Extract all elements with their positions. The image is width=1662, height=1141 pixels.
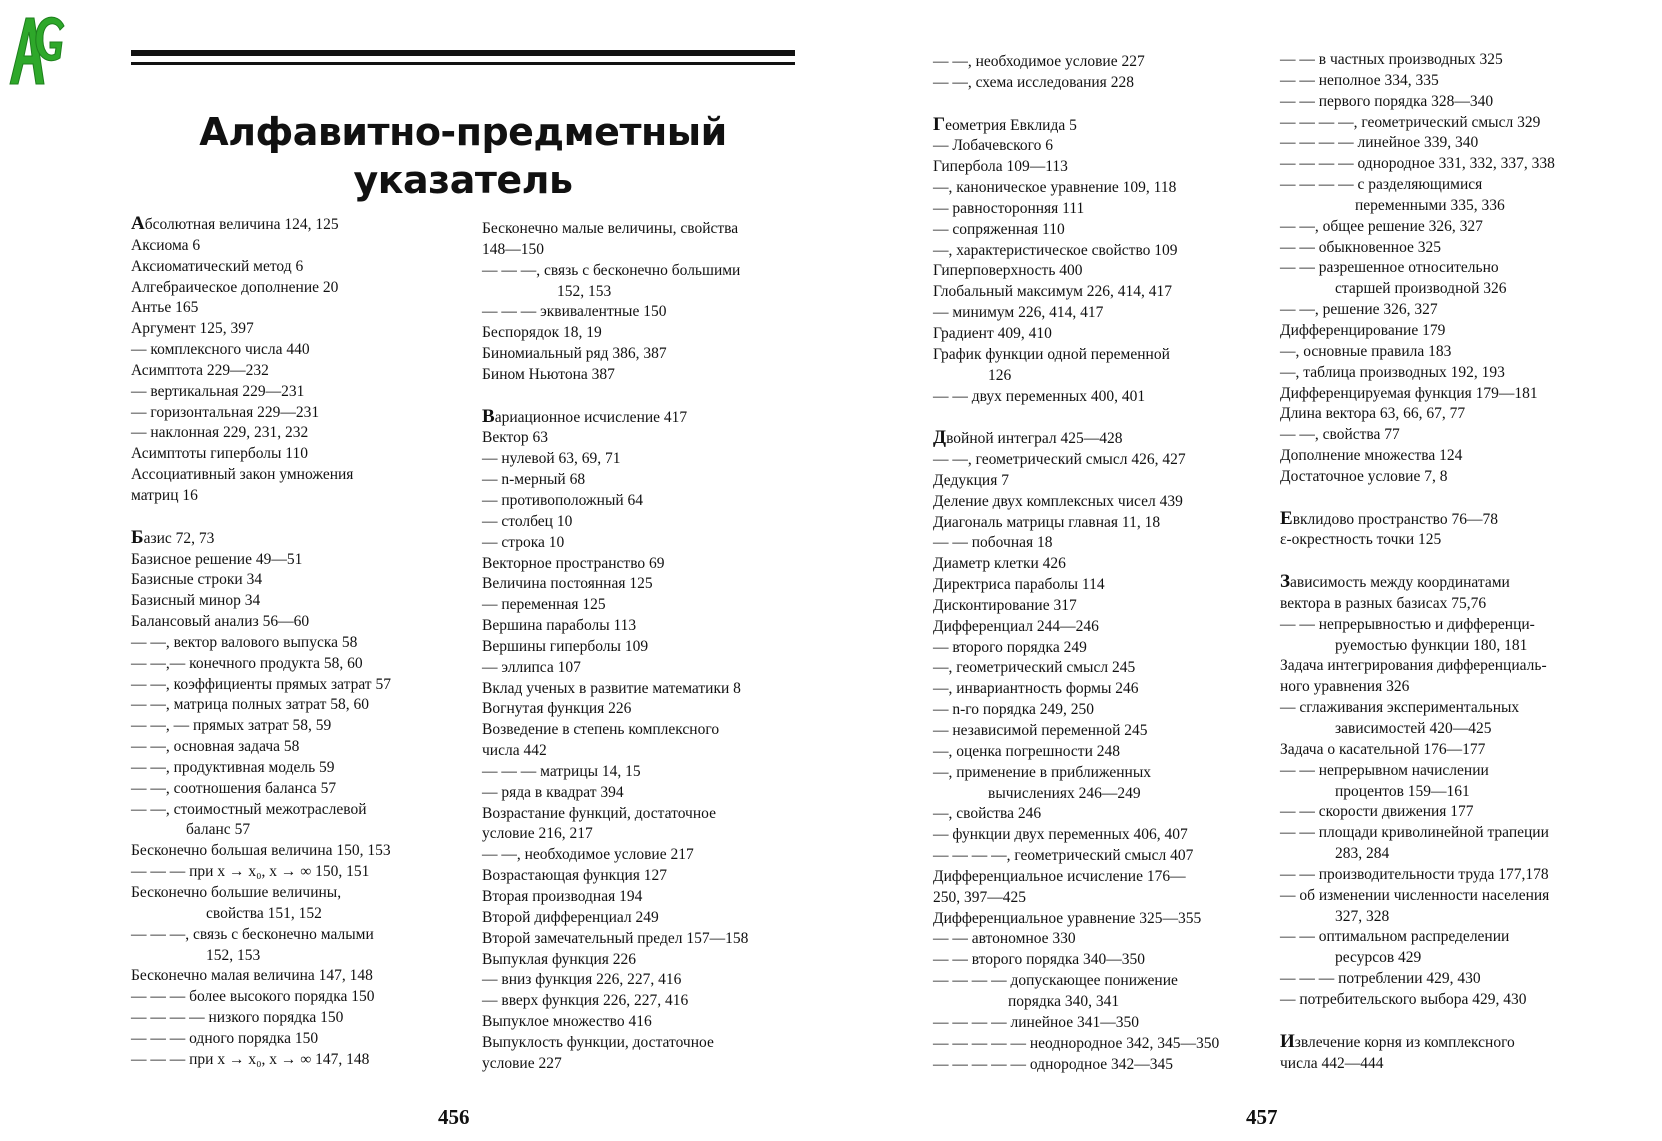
index-entry: — —, общее решение 326, 327 [1280,217,1483,235]
index-entry: баланс 57 [186,821,251,839]
index-entry: — — — более высокого порядка 150 [131,988,375,1006]
index-entry: Величина постоянная 125 [482,575,653,593]
index-entry: 152, 153 [206,946,261,964]
index-entry: — — — — однородное 331, 332, 337, 338 [1280,155,1555,173]
index-entry: — — производительности труда 177,178 [1280,865,1549,883]
index-entry: — ряда в квадрат 394 [482,783,624,801]
index-entry: — нулевой 63, 69, 71 [482,450,621,468]
index-entry: Ассоциативный закон умножения [131,466,354,484]
index-entry: — — второго порядка 340—350 [933,951,1145,969]
index-entry: числа 442—444 [1280,1054,1384,1072]
index-entry: — — оптимальном распределении [1280,928,1510,946]
index-entry: переменными 335, 336 [1355,196,1505,214]
index-entry: Дифференцирование 179 [1280,321,1446,339]
index-entry: — — — — — однородное 342—345 [933,1055,1174,1073]
index-entry: — — — одного порядка 150 [131,1029,319,1047]
index-entry: Возрастание функций, достаточное [482,804,716,822]
index-entry: — —, коэффициенты прямых затрат 57 [131,675,391,693]
index-entry: Биномиальный ряд 386, 387 [482,345,667,363]
section-gap [1280,1011,1555,1032]
index-entry: Выпуклость функции, достаточное [482,1033,714,1051]
index-entry: — Лобачевского 6 [933,137,1054,155]
index-entry: Зависимость между координатами [1280,571,1510,593]
index-entry: Бесконечно малая величина 147, 148 [131,967,373,985]
index-column-1 [131,214,391,1071]
index-entry: — эллипса 107 [482,658,581,676]
index-entry: Базисные строки 34 [131,571,263,589]
index-entry: 283, 284 [1335,845,1390,863]
index-entry: 152, 153 [557,282,612,300]
index-entry: Извлечение корня из комплексного [1280,1030,1515,1052]
index-entry: — вниз функция 226, 227, 416 [482,971,682,989]
index-entry: Дифференциальное исчисление 176— [933,867,1186,885]
index-entry: Асимптота 229—232 [131,361,269,379]
index-entry: Векторное пространство 69 [482,554,665,572]
index-entry: — —, стоимостный межотраслевой [131,800,367,818]
index-entry: процентов 159—161 [1335,782,1470,800]
index-column-2 [482,219,748,1075]
index-entry: руемостью функции 180, 181 [1335,636,1528,654]
index-entry: — наклонная 229, 231, 232 [131,424,309,442]
index-entry: — — обыкновенное 325 [1280,238,1442,256]
index-entry: — комплексного числа 440 [131,341,310,359]
index-entry: — равносторонняя 111 [933,199,1085,217]
index-entry: Задача о касательной 176—177 [1280,740,1486,758]
index-entry: — второго порядка 249 [933,638,1087,656]
index-entry: — —, матрица полных затрат 58, 60 [131,696,369,714]
index-entry: — столбец 10 [482,512,573,530]
index-entry: Аксиоматический метод 6 [131,257,304,275]
index-entry: График функции одной переменной [933,345,1170,363]
index-entry: — —, основная задача 58 [131,738,300,756]
index-entry: Базисное решение 49—51 [131,550,303,568]
index-entry: свойства 151, 152 [206,904,322,922]
index-entry: Балансовый анализ 56—60 [131,613,310,631]
index-entry: — — первого порядка 328—340 [1280,92,1494,110]
index-entry: — переменная 125 [482,596,606,614]
index-entry: условие 216, 217 [482,825,593,843]
page-number-left: 456 [438,1105,470,1129]
index-entry: Вариационное исчисление 417 [482,405,688,427]
index-entry: — горизонтальная 229—231 [131,403,320,421]
index-entry: Дифференцируемая функция 179—181 [1280,384,1538,402]
index-entry: Диаметр клетки 426 [933,555,1066,573]
index-entry: — —, схема исследования 228 [933,73,1134,91]
index-entry: вектора в разных базисах 75,76 [1280,594,1487,612]
index-title [131,108,795,204]
index-entry: Возрастающая функция 127 [482,867,668,885]
index-entry: Асимптоты гиперболы 110 [131,445,308,463]
index-entry: Вершина параболы 113 [482,617,637,635]
index-entry: —, каноническое уравнение 109, 118 [933,179,1177,197]
index-entry: — — площади криволинейной трапеции [1280,824,1549,842]
index-entry: —, применение в приближенных [933,763,1151,781]
index-entry: — —, вектор валового выпуска 58 [131,633,358,651]
index-entry: Диагональ матрицы главная 11, 18 [933,513,1161,531]
index-entry: Дифференциал 244—246 [933,617,1099,635]
section-gap [482,386,748,407]
section-gap [933,407,1219,428]
index-entry: — — — — низкого порядка 150 [131,1009,344,1027]
index-entry: Гипербола 109—113 [933,158,1068,176]
index-entry: — — —, связь с бесконечно большими [482,261,741,279]
index-entry: Бином Ньютона 387 [482,365,615,383]
index-entry: Аксиома 6 [131,236,201,254]
index-entry: — — неполное 334, 335 [1280,71,1439,89]
index-entry: — —, необходимое условие 227 [933,53,1145,70]
index-entry: — — — — допускающее понижение [933,972,1178,990]
index-entry: Вторая производная 194 [482,888,643,905]
index-entry: Евклидово пространство 76—78 [1280,507,1498,529]
index-entry: — —, продуктивная модель 59 [131,758,335,776]
section-gap [1280,488,1555,509]
index-entry: Бесконечно малые величины, свойства [482,220,739,237]
index-entry: Выпуклое множество 416 [482,1013,652,1031]
index-entry: — — — —, геометрический смысл 407 [933,847,1194,865]
index-column-3 [933,52,1219,1075]
index-entry: 126 [988,366,1012,384]
index-entry: Двойной интеграл 425—428 [933,427,1123,449]
index-entry: Возведение в степень комплексного [482,721,720,739]
index-entry: 327, 328 [1335,907,1390,925]
index-entry: —, геометрический смысл 245 [933,659,1136,677]
index-entry: условие 227 [482,1054,562,1072]
index-entry: Градиент 409, 410 [933,324,1052,342]
index-entry: — — непрерывностью и дифференци- [1280,615,1535,633]
index-entry: — сопряженная 110 [933,220,1065,238]
index-entry: — минимум 226, 414, 417 [933,304,1104,322]
page-number-right: 457 [1246,1105,1278,1129]
index-entry: — — автономное 330 [933,930,1076,948]
index-entry: — — в частных производных 325 [1280,51,1503,68]
index-entry: — об изменении численности населения [1280,886,1550,904]
index-entry: Гиперповерхность 400 [933,262,1083,280]
top-rule-thick [131,50,795,56]
index-entry: Вершины гиперболы 109 [482,637,649,655]
ag-logo [4,4,70,90]
index-entry: — строка 10 [482,533,565,551]
index-entry: —, таблица производных 192, 193 [1280,363,1505,381]
index-entry: ного уравнения 326 [1280,678,1410,696]
index-entry: зависимостей 420—425 [1335,720,1492,737]
index-entry: Антье 165 [131,299,199,317]
index-entry: Длина вектора 63, 66, 67, 77 [1280,405,1466,423]
index-entry: —, свойства 246 [933,805,1042,823]
index-entry: Бесконечно большие величины, [131,884,342,901]
title-line-1: Алфавитно-предметный [199,110,727,154]
index-entry: —, характеристическое свойство 109 [933,241,1178,259]
index-entry: Алгебраическое дополнение 20 [131,278,339,296]
index-entry: Дедукция 7 [933,471,1009,489]
index-entry: — функции двух переменных 406, 407 [933,826,1188,844]
index-entry: вычислениях 246—249 [988,784,1141,802]
index-entry: — сглаживания экспериментальных [1280,699,1520,717]
index-entry: — — — при x → x₀, x → ∞ 150, 151 [131,863,370,881]
index-entry: — —, необходимое условие 217 [482,846,694,864]
top-rule-thin [131,62,795,65]
index-entry: Аргумент 125, 397 [131,320,254,338]
index-entry: Вектор 63 [482,429,548,447]
index-entry: — потребительского выбора 429, 430 [1280,990,1527,1008]
index-entry: Задача интегрирования дифференциаль- [1280,657,1547,675]
index-entry: — — — при x → x₀, x → ∞ 147, 148 [131,1050,370,1068]
index-entry: — — побочная 18 [933,534,1053,552]
index-entry: старшей производной 326 [1335,280,1507,298]
index-entry: Вогнутая функция 226 [482,700,632,718]
index-entry: Второй замечательный предел 157—158 [482,929,749,947]
index-entry: — — двух переменных 400, 401 [933,387,1146,405]
index-entry: —, оценка погрешности 248 [933,742,1120,760]
index-entry: —, инвариантность формы 246 [933,680,1139,698]
index-entry: — — — — — неоднородное 342, 345—350 [933,1034,1220,1052]
index-entry: — — непрерывном начислении [1280,761,1489,779]
index-entry: порядка 340, 341 [1008,992,1120,1010]
index-entry: — противоположный 64 [482,491,644,509]
index-entry: Глобальный максимум 226, 414, 417 [933,283,1173,301]
index-entry: Выпуклая функция 226 [482,950,637,968]
section-gap [131,507,391,528]
index-entry: — вверх функция 226, 227, 416 [482,992,689,1010]
section-gap [1280,551,1555,572]
index-entry: Базисный минор 34 [131,592,261,610]
index-entry: — —, геометрический смысл 426, 427 [933,451,1186,469]
index-entry: — — скорости движения 177 [1280,803,1474,821]
index-entry: — n-мерный 68 [482,471,586,489]
index-entry: Вклад ученых в развитие математики 8 [482,679,741,697]
title-line-2: указатель [353,158,573,202]
index-entry: ε-окрестность точки 125 [1280,531,1442,549]
index-entry: — — — матрицы 14, 15 [482,762,641,780]
index-entry: — — разрешенное относительно [1280,259,1499,277]
index-entry: — независимой переменной 245 [933,722,1148,739]
index-entry: Директриса параболы 114 [933,576,1105,594]
index-entry: — —, — прямых затрат 58, 59 [131,717,332,735]
index-entry: Базис 72, 73 [131,526,215,548]
index-entry: Бесконечно большая величина 150, 153 [131,842,391,860]
index-entry: — —,— конечного продукта 58, 60 [131,654,363,672]
index-entry: —, основные правила 183 [1280,342,1452,360]
index-entry: — —, свойства 77 [1280,426,1400,444]
index-entry: — — —, связь с бесконечно малыми [131,925,374,943]
index-column-4 [1280,50,1555,1074]
index-entry: — вертикальная 229—231 [131,382,305,400]
index-entry: Деление двух комплексных чисел 439 [933,492,1183,510]
index-entry: — — — — с разделяющимися [1280,176,1483,194]
index-entry: — — — —, геометрический смысл 329 [1280,113,1541,131]
index-entry: Дисконтирование 317 [933,596,1077,614]
index-entry: — —, соотношения баланса 57 [131,779,337,797]
index-entry: Дополнение множества 124 [1280,447,1463,465]
index-entry: ресурсов 429 [1335,949,1422,967]
index-entry: — — — эквивалентные 150 [482,303,667,321]
index-entry: числа 442 [482,742,547,760]
index-entry: Геометрия Евклида 5 [933,113,1077,135]
index-entry: — — — — линейное 339, 340 [1280,134,1479,152]
index-entry: матриц 16 [131,486,198,504]
index-entry: — — — потреблении 429, 430 [1280,970,1481,988]
index-entry: Достаточное условие 7, 8 [1280,467,1448,485]
index-entry: 250, 397—425 [933,888,1026,906]
section-gap [933,94,1219,115]
index-entry: — n-го порядка 249, 250 [933,701,1094,719]
index-entry: Дифференциальное уравнение 325—355 [933,909,1202,927]
index-entry: 148—150 [482,240,544,258]
index-entry: — — — — линейное 341—350 [933,1013,1139,1031]
index-entry: Беспорядок 18, 19 [482,324,602,342]
index-entry: Абсолютная величина 124, 125 [131,213,339,234]
index-entry: Второй дифференциал 249 [482,908,659,926]
index-entry: — —, решение 326, 327 [1280,301,1438,319]
